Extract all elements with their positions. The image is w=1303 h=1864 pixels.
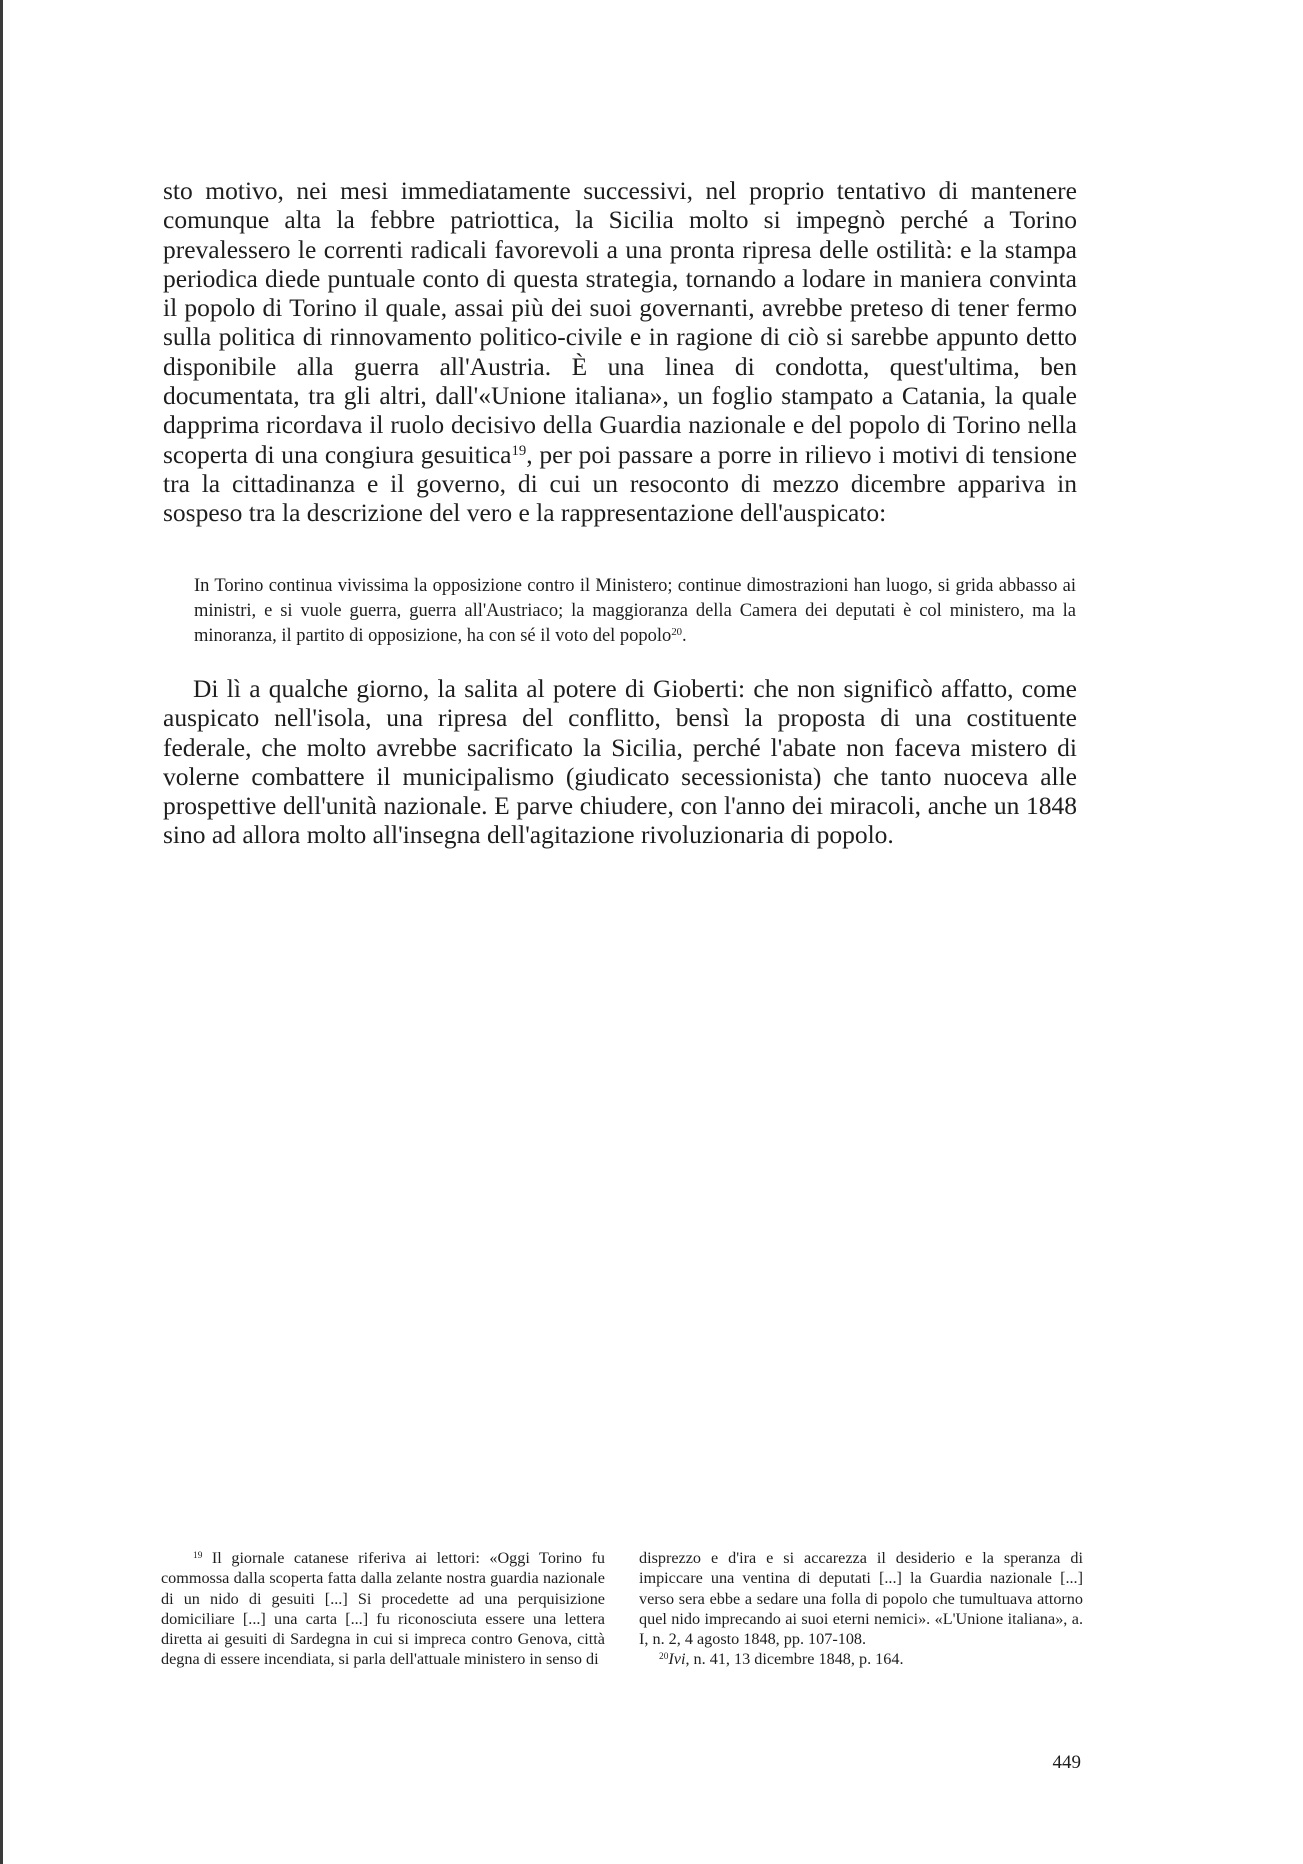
quote-end: .	[682, 626, 687, 646]
footnote-19	[161, 1548, 605, 1670]
footnotes-left-column	[161, 1548, 605, 1670]
footnote-19-number: 19	[193, 1550, 203, 1561]
scan-page-edge	[0, 0, 3, 1864]
footnote-20-number: 20	[659, 1652, 669, 1663]
footnotes-right-column	[639, 1548, 1083, 1670]
quote-text: In Torino continua vivissima la opposizione contro il Ministero; continue dimostrazioni han luogo, si grida abbasso ai ministri, e si vuole guerra, guerra all'Austriaco; la maggioranza della Camera dei deputati è col ministero, ma la minoranza, il partito di opposizione, ha con sé il voto del popolo	[194, 576, 1076, 646]
paragraph-2-text: Di lì a qualche giorno, la salita al potere di Gioberti: che non significò affatto, come auspicato nell'isola, una ripresa del conflitto, bensì la proposta di una costituente federale, che molto avrebbe sacrificato la Sicilia, perché l'abate non faceva mistero di volerne combattere il municipalismo (giudicato secessionista) che tanto nuoceva alle prospettive dell'unità nazionale. E parve chiudere, con l'anno dei miracoli, anche un 1848 sino ad allora molto all'insegna dell'agitazione rivoluzionaria di popolo.	[163, 674, 1077, 850]
footnote-20	[639, 1649, 1083, 1669]
main-paragraph-2	[163, 674, 1077, 850]
paragraph-1-text: sto motivo, nei mesi immediatamente successivi, nel proprio tentativo di mantenere comunque alta la febbre patriottica, la Sicilia molto si impegnò perché a Torino prevalessero le correnti radicali favorevoli a una pronta ripresa delle ostilità: e la stampa periodica diede puntuale conto di questa strategia, tornando a lodare in maniera convinta il popolo di Torino il quale, assai più dei suoi governanti, avrebbe preteso di tener fermo sulla politica di rinnovamento politico-civile e in ragione di ciò si sarebbe appunto detto disponibile alla guerra all'Austria. È una linea di condotta, quest'ultima, ben documentata, tra gli altri, dall'«Unione italiana», un foglio stampato a Catania, la quale dapprima ricordava il ruolo decisivo della Guardia nazionale e del popolo di Torino nella scoperta di una congiura gesuitica	[163, 176, 1077, 469]
footnote-19-text: Il giornale catanese riferiva ai lettori: «Oggi Torino fu commossa dalla scoperta fatta dalla zelante nostra guardia nazionale di un nido di gesuiti [...] Si procedette ad una perquisizione domiciliare [...] una carta [...] fu riconosciuta essere una lettera diretta ai gesuiti di Sardegna in cui si impreca contro Genova, città degna di essere incendiata, si parla dell'attuale ministero in senso di	[161, 1549, 606, 1669]
block-quote	[194, 574, 1076, 649]
footnote-20-ivi: Ivi	[668, 1650, 686, 1669]
page-number: 449	[1052, 1752, 1081, 1773]
main-paragraph-1	[163, 176, 1077, 528]
footnote-ref-20[interactable]: 20	[671, 626, 683, 639]
footnote-19-continued: disprezzo e d'ira e si accarezza il desiderio e la speranza di impiccare una ventina di deputati [...] la Guardia nazionale [...] verso sera ebbe a sedare una folla di popolo che tumultuava attorno quel nido imprecando ai suoi eterni nemici». «L'Unione italiana», a. I, n. 2, 4 agosto 1848, pp. 107-108.	[639, 1549, 1083, 1649]
paragraph-1-text-end: , per poi passare a porre in rilievo i motivi di tensione tra la cittadinanza e il governo, di cui un resoconto di mezzo dicembre appariva in sospeso tra la descrizione del vero e la rappresentazione dell'auspicato:	[163, 439, 1077, 528]
footnote-20-text: , n. 41, 13 dicembre 1848, p. 164.	[685, 1650, 904, 1669]
footnote-ref-19[interactable]: 19	[511, 442, 527, 459]
